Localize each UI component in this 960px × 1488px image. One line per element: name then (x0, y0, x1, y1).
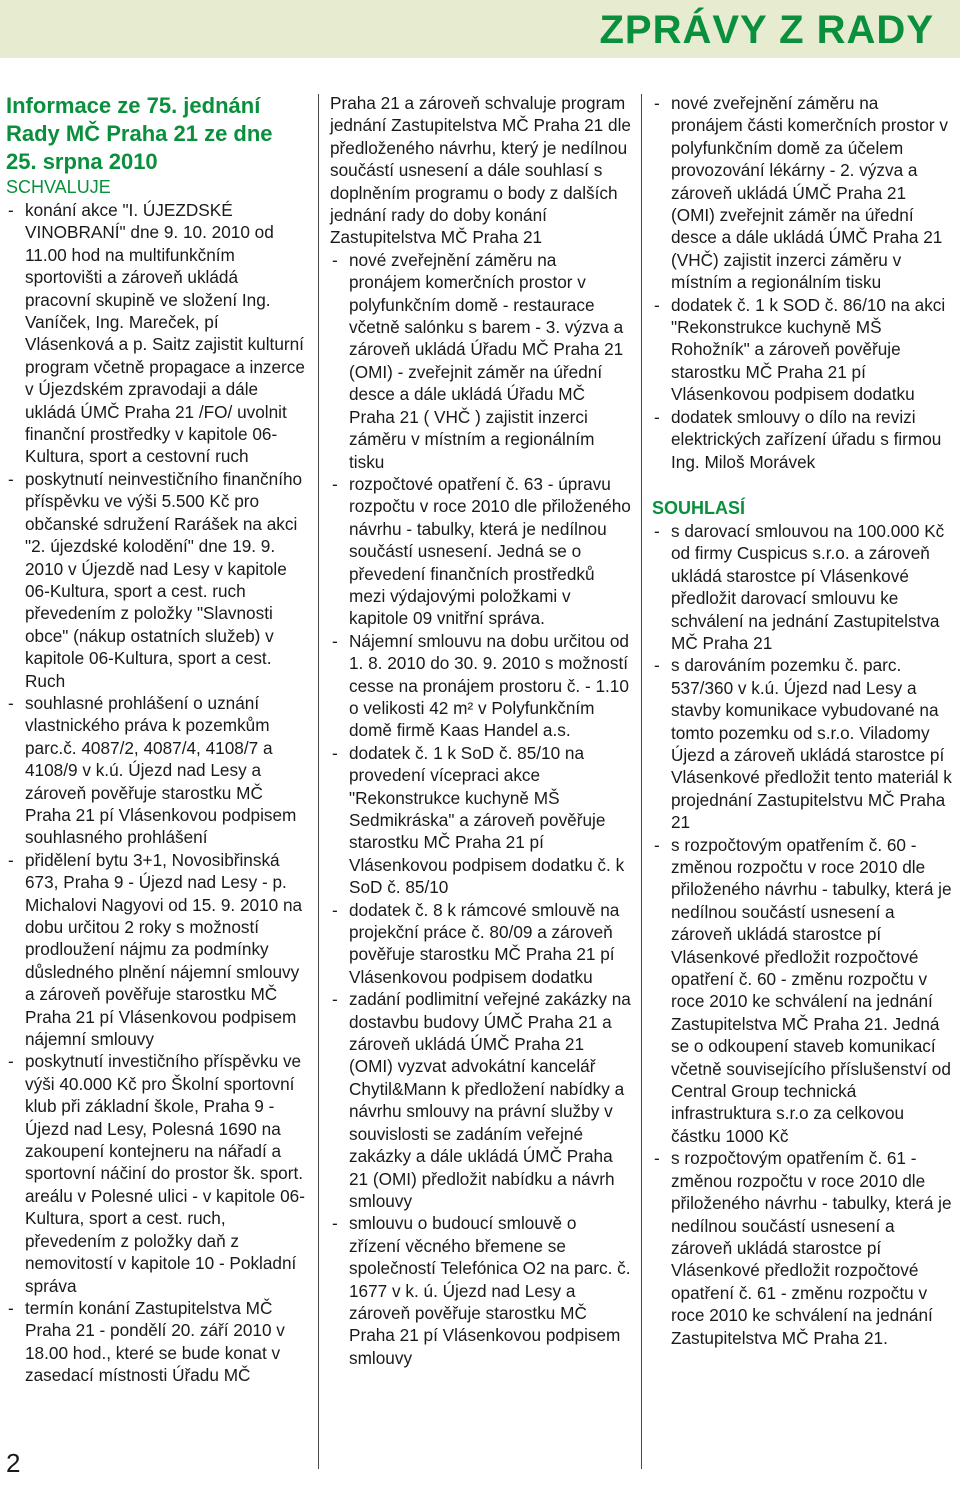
list-item: - konání akce "I. ÚJEZDSKÉ VINOBRANÍ" dne 9. 10. 2010 od 11.00 hod na multifunkčním sportovišti a zároveň ukládá pracovní skupině ve složení Ing. Vaníček, Ing. Mareček, pí Vlásenková a p. Saitz zajistit kulturní program včetně propagace a inzerce v Újezdském zpravodaji a dále ukládá ÚMČ Praha 21 /FO/ uvolnit finanční prostředky v kapitole 06-Kultura, sport a cestovní ruch (8, 200, 305, 467)
list-item: - dodatek č. 1 k SoD č. 85/10 na provedení vícepraci akce "Rekonstrukce kuchyně MŠ Sedmikráska" a zároveň pověřuje starostku MČ Praha 21 pí Vlásenkovou podpisem dodatku č. k SoD č. 85/10 (332, 742, 625, 898)
column-left (6, 92, 306, 1387)
section-heading-schvaluje: SCHVALUJE (6, 177, 111, 197)
item-list (6, 199, 306, 1387)
list-item: - dodatek smlouvy o dílo na revizi elektrických zařízení úřadu s firmou Ing. Miloš Morávek (654, 406, 942, 472)
list-item: - nové zveřejnění záměru na pronájem komerčních prostor v polyfunkčním domě - restaurace včetně salónku s barem - 3. výzva a zároveň ukládá Úřadu MČ Praha 21 (OMI) - zveřejnit záměr na úřední desce a dále ukládá Úřadu MČ Praha 21 ( VHČ ) zajistit inzerci záměru v místním a regionálním tisku (332, 249, 624, 472)
list-item: - s rozpočtovým opatřením č. 61 - změnou rozpočtu v roce 2010 dle přiloženého návrhu - tabulky, která je nedílnou součástí usnesení a zároveň ukládá starostce pí Vlásenkové předložit rozpočtové opatření č. 61 - změnu rozpočtu v roce 2010 ke schválení na jednání Zastupitelstva MČ Praha 21. (654, 1148, 952, 1348)
page-header (0, 0, 960, 70)
item-list (652, 520, 954, 1349)
list-item: - dodatek č. 8 k rámcové smlouvě na projekční práce č. 80/09 a zároveň pověřuje starostku MČ Praha 21 pí Vlásenkovou podpisem dodatku (332, 899, 620, 987)
article-heading: Informace ze 75. jednání Rady MČ Praha 21 ze dne 25. srpna 2010 (6, 93, 273, 174)
list-item: - zadání podlimitní veřejné zakázky na dostavbu budovy ÚMČ Praha 21 a zároveň ukládá ÚMČ Praha 21 (OMI) vyzvat advokátní kancelář Chytil&Mann k předložení nabídky a návrhu smlouvy na právní služby v souvislosti se zadáním veřejné zakázky a dále ukládá ÚMČ Praha 21 (OMI) předložit nabídku a návrh smlouvy (332, 989, 631, 1211)
list-item: - s darováním pozemku č. parc. 537/360 v k.ú. Újezd nad Lesy a stavby komunikace vybudované na tomto pozemku od s.r.o. Viladomy Újezd a zároveň ukládá starostce pí Vlásenkové předložit tento materiál k projednání Zastupitelstvu MČ Praha 21 (654, 655, 952, 833)
continuation-paragraph: Praha 21 a zároveň schvaluje program jednání Zastupitelstva MČ Praha 21 dle předloženého návrhu, který je nedílnou součástí usnesení a dále souhlasí s doplněním programu o body z dalších jednání rady do doby konání Zastupitelstva MČ Praha 21 (330, 93, 631, 248)
list-item: - termín konání Zastupitelstva MČ Praha 21 - pondělí 20. září 2010 v 18.00 hod., které se bude konat v zasedací místnosti Úřadu MČ (8, 1297, 285, 1386)
list-item: - s rozpočtovým opatřením č. 60 - změnou rozpočtu v roce 2010 dle přiloženého návrhu - tabulky, která je nedílnou součástí usnesení a zároveň ukládá starostce pí Vlásenkové předložit rozpočtové opatření č. 60 - změnu rozpočtu v roce 2010 ke schválení na jednání Zastupitelstva MČ Praha 21. Jedná se o odkoupení staveb komunikací včetně souvisejícího příslušenství od Central Group technická infrastruktura s.r.o za celkovou částku 1000 Kč (654, 834, 952, 1146)
column-divider (641, 94, 642, 1469)
list-item: - dodatek č. 1 k SOD č. 86/10 na akci "Rekonstrukce kuchyně MŠ Rohožník" a zároveň pověřuje starostku MČ Praha 21 pí Vlásenkovou podpisem dodatku (654, 294, 946, 405)
list-item: - poskytnutí investičního příspěvku ve výši 40.000 Kč pro Školní sportovní klub při základní škole, Praha 9 - Újezd nad Lesy, Polesná 1690 na zakoupení kontejneru na nářadí a sportovní náčiní do prostor šk. sport. areálu v Polesné ulici - v kapitole 06-Kultura, sport a cest. ruch, převedením z položky daň z nemovitostí v kapitole 10 - Pokladní správa (8, 1051, 305, 1296)
list-item: - poskytnutí neinvestičního finančního příspěvku ve výši 5.500 Kč pro občanské sdružení Rarášek na akci "2. újezdské kolodění" dne 19. 9. 2010 v Újezdě nad Lesy v kapitole 06-Kultura, sport a cest. ruch převedením z položky "Slavnosti obce" (nákup ostatních služeb) v kapitole 06-Kultura, sport a cest. Ruch (8, 468, 303, 691)
page-title: ZPRÁVY Z RADY (599, 8, 934, 52)
item-list (330, 249, 632, 1369)
list-item: - rozpočtové opatření č. 63 - úpravu rozpočtu v roce 2010 dle přiloženého návrhu - tabulky, která je nedílnou součástí usnesení. Jedná se o převedení finančních prostředků mezi výdajovými položkami v kapitole 09 vnitřní správa. (332, 473, 631, 629)
page-number: 2 (6, 1448, 21, 1478)
list-item: - smlouvu o budoucí smlouvě o zřízení věcného břemene se společností Telefónica O2 na parc. č. 1677 v k. ú. Újezd nad Lesy a zároveň pověřuje starostku MČ Praha 21 pí Vlásenkovou podpisem smlouvy (332, 1213, 631, 1368)
item-list (652, 92, 954, 473)
header-band-left (0, 0, 300, 58)
list-item: - s darovací smlouvou na 100.000 Kč od firmy Cuspicus s.r.o. a zároveň ukládá starostce pí Vlásenkové předložit darovací smlouvu ke schválení na jednání Zastupitelstva MČ Praha 21 (654, 520, 945, 653)
list-item: - přidělení bytu 3+1, Novosibřinská 673, Praha 9 - Újezd nad Lesy - p. Michalovi Nagyovi od 15. 9. 2010 na dobu určitou 2 roky s možností prodloužení nájmu za podmínky důsledného plnění nájemní smlouvy a zároveň pověřuje starostku MČ Praha 21 pí Vlásenkovou podpisem nájemní smlouvy (8, 849, 303, 1050)
column-middle (330, 92, 632, 1369)
list-item: - Nájemní smlouvu na dobu určitou od 1. 8. 2010 do 30. 9. 2010 s možností cesse na pronájem prostoru č. - 1.10 o velikosti 42 m² v Polyfunkčním domě firmě Kaas Handel a.s. (332, 630, 629, 741)
column-divider (318, 94, 319, 1469)
list-item: - nové zveřejnění záměru na pronájem části komerčních prostor v polyfunkčním domě za účelem provozování lékárny - 2. výzva a zároveň ukládá ÚMČ Praha 21 (OMI) zveřejnit záměr na úřední desce a dále ukládá ÚMČ Praha 21 (VHČ) zajistit inzerci záměru v místním a regionálním tisku (654, 93, 949, 293)
column-right (652, 92, 954, 1349)
list-item: - souhlasné prohlášení o uznání vlastnického práva k pozemkům parc.č. 4087/2, 4087/4, 4108/7 a 4108/9 v k.ú. Újezd nad Lesy a zároveň pověřuje starostku MČ Praha 21 pí Vlásenkovou podpisem souhlasného prohlášení (8, 692, 297, 848)
section-heading-souhlasi: SOUHLASÍ (652, 497, 746, 518)
